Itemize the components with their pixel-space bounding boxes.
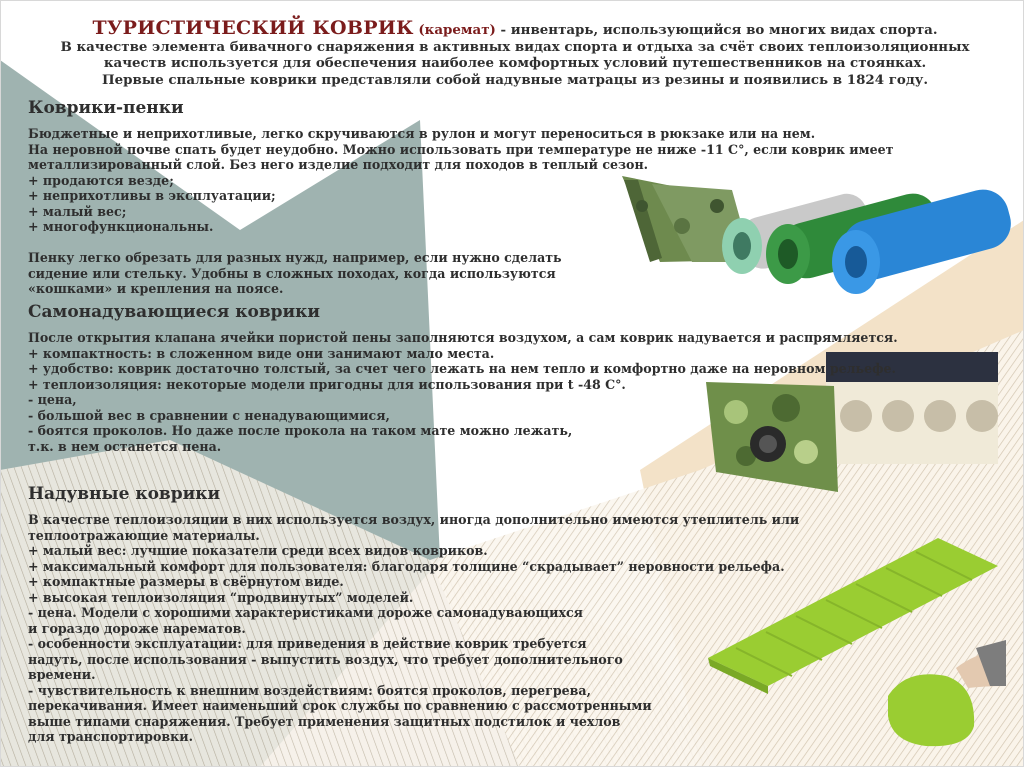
text-line: - большой вес в сравнении с ненадувающимися, — [28, 407, 390, 423]
text-line: + малый вес; — [28, 203, 127, 219]
text-line: теплоотражающие материалы. — [28, 527, 260, 543]
text-line: - особенности эксплуатации: для приведения в действие коврик требуется — [28, 636, 587, 651]
text-line: Бюджетные и неприхотливые, легко скручиваются в рулон и могут переноситься в рюкзаке или на нем. — [28, 126, 816, 141]
text-line: + компактность: в сложенном виде они занимают мало места. — [28, 345, 495, 361]
self-inflating-mats-text — [28, 330, 988, 454]
text-line: для транспортировки. — [28, 729, 193, 744]
heading-inflatable-mats: Надувные коврики — [28, 484, 221, 504]
text-line: «кошками» и крепления на поясе. — [28, 281, 284, 296]
intro-line-4: Первые спальные коврики представляли собой надувные матрацы из резины и появились в 1824 году. — [101, 71, 929, 88]
text-line — [28, 235, 988, 251]
text-line: + продаются везде; — [28, 172, 174, 188]
text-line: В качестве теплоизоляции в них используется воздух, иногда дополнительно имеются утеплитель или — [28, 512, 800, 527]
text-line: времени. — [28, 667, 96, 682]
text-line: + максимальный комфорт для пользователя: благодаря толщине “скрадывает” неровности рельефа. — [28, 558, 785, 574]
text-line: металлизированный слой. Без него изделие подходит для походов в теплый сезон. — [28, 157, 649, 172]
text-line: - чувствительность к внешним воздействиям: боятся проколов, перегрева, — [28, 682, 591, 698]
text-line: выше типами снаряжения. Требует применения защитных подстилок и чехлов — [28, 713, 621, 729]
text-line: и гораздо дороже нарематов. — [28, 620, 246, 636]
text-line: надуть, после использования - выпустить воздух, что требует дополнительного — [28, 651, 623, 667]
foam-mats-text — [28, 126, 988, 297]
text-line: - цена. Модели с хорошими характеристиками дороже самонадувающихся — [28, 605, 583, 620]
text-line: - цена, — [28, 392, 77, 407]
intro-line-3: качеств используется для обеспечения наиболее комфортных условий путешественников на стоянках. — [103, 55, 927, 71]
heading-foam-mats: Коврики-пенки — [28, 98, 184, 118]
inflatable-mats-text — [28, 512, 988, 745]
text-line: После открытия клапана ячейки пористой пены заполняются воздухом, а сам коврик надувается и распрямляется. — [28, 330, 898, 345]
text-line: + многофункциональны. — [28, 219, 214, 234]
text-line: - боятся проколов. Но даже после прокола на таком мате можно лежать, — [28, 423, 573, 438]
main-title: ТУРИСТИЧЕСКИЙ КОВРИК — [92, 17, 414, 39]
text-line: + компактные размеры в свёрнутом виде. — [28, 574, 344, 589]
text-line: Пенку легко обрезать для разных нужд, например, если нужно сделать — [28, 250, 562, 265]
intro-block — [20, 17, 1010, 88]
heading-self-inflating-mats: Самонадувающиеся коврики — [28, 302, 321, 322]
intro-line-1: - инвентарь, использующийся во многих видах спорта. — [495, 22, 938, 38]
text-line: сидение или стельку. Удобны в сложных походах, когда используются — [28, 265, 556, 281]
text-line: перекачивания. Имеет наименьший срок службы по сравнению с рассмотренными — [28, 698, 652, 713]
text-line: + неприхотливы в эксплуатации; — [28, 188, 276, 203]
text-line: + малый вес: лучшие показатели среди всех видов ковриков. — [28, 543, 488, 558]
text-line: На неровной почве спать будет неудобно. Можно использовать при температуре не ниже -11 С°, если коврик имеет — [28, 141, 894, 157]
text-line: т.к. в нем останется пена. — [28, 438, 222, 454]
intro-line-2: В качестве элемента бивачного снаряжения в активных видах спорта и отдыха за счёт своих теплоизоляционных — [60, 38, 970, 55]
text-line: + высокая теплоизоляция “продвинутых” моделей. — [28, 589, 414, 605]
main-title-note: (каремат) — [413, 22, 496, 38]
text-line: + теплоизоляция: некоторые модели пригодны для использования при t -48 С°. — [28, 376, 626, 392]
text-line: + удобство: коврик достаточно толстый, за счет чего лежать на нем тепло и комфортно даже на неровном рельефе. — [28, 361, 896, 376]
